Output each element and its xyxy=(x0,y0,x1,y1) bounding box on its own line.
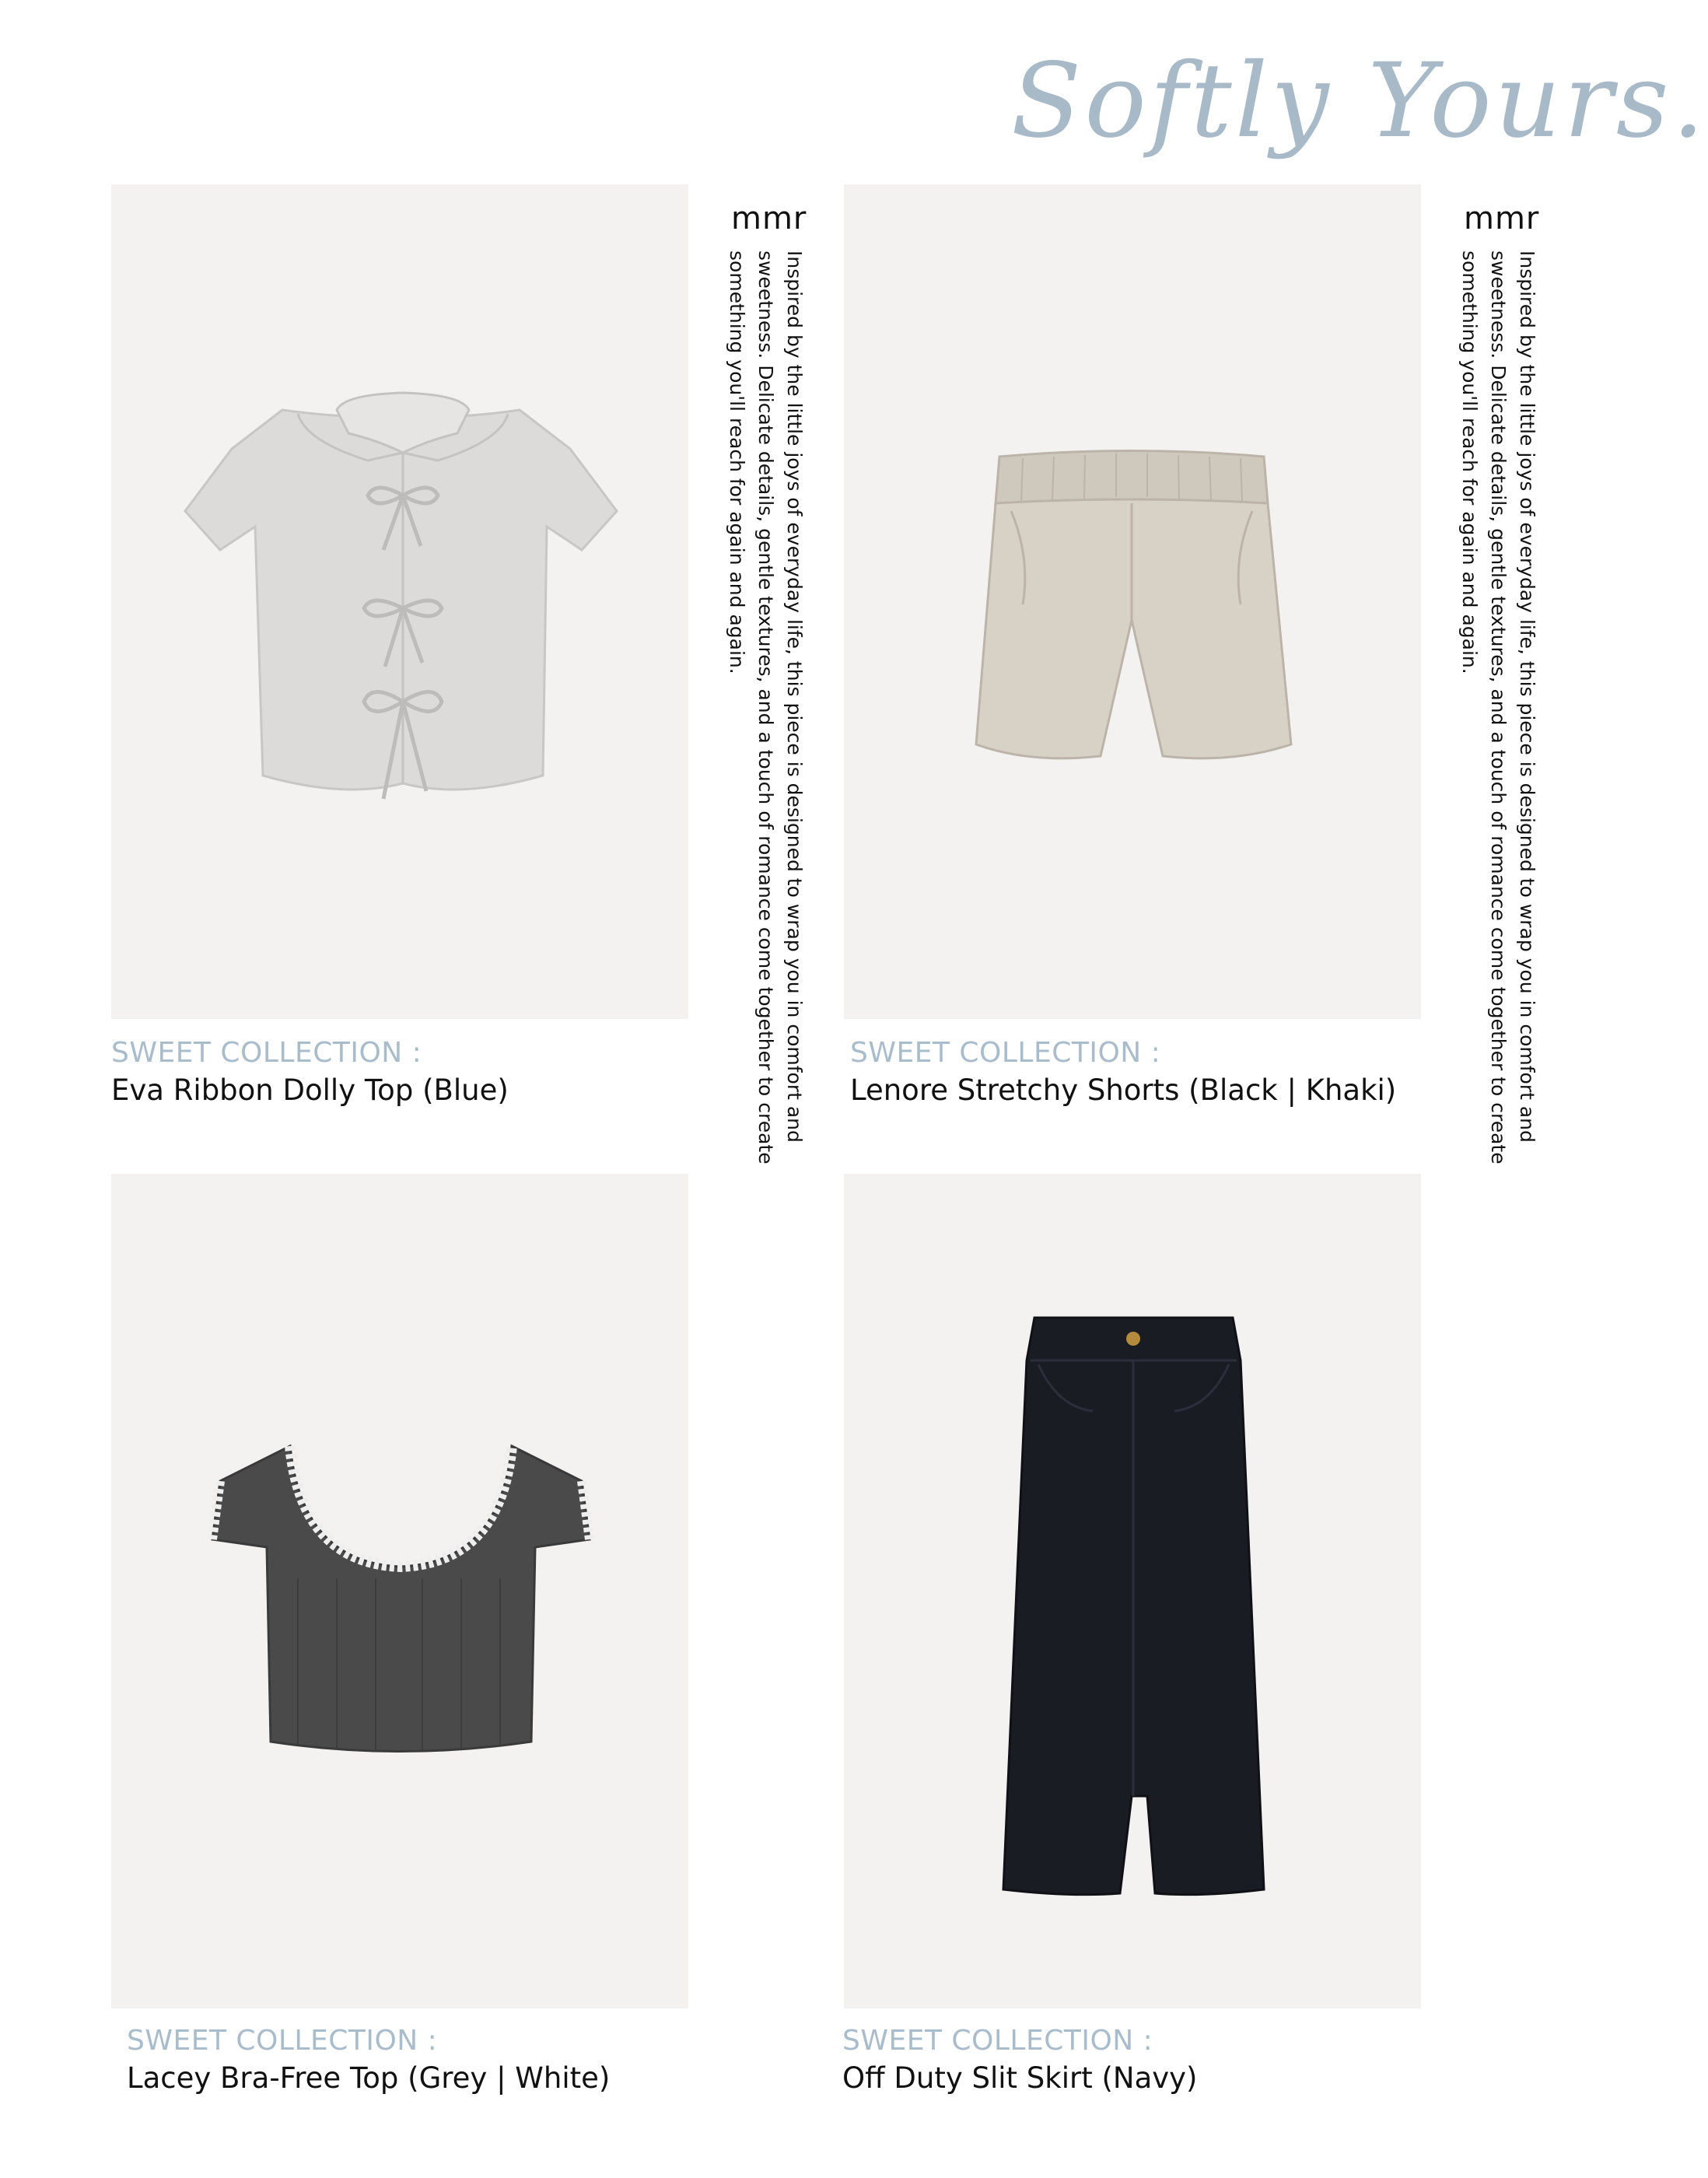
product-image-slit-skirt[interactable] xyxy=(844,1174,1421,2008)
ribbon-top-illustration xyxy=(111,184,688,1019)
product-image-lace-top[interactable] xyxy=(111,1174,688,2008)
collection-label: SWEET COLLECTION : xyxy=(127,2025,438,2057)
slit-skirt-illustration xyxy=(844,1174,1421,2008)
product-description: Inspired by the little joys of everyday life, this piece is designed to wrap you in comfort and sweetness. Delicate details, gentle textures, and a touch of romance come together to create something you'll reach for again and again. xyxy=(1458,250,1538,1164)
product-name[interactable]: Eva Ribbon Dolly Top (Blue) xyxy=(111,1073,509,1107)
lace-top-illustration xyxy=(111,1174,688,2008)
collection-label: SWEET COLLECTION : xyxy=(111,1037,422,1069)
product-description: Inspired by the little joys of everyday life, this piece is designed to wrap you in comfort and sweetness. Delicate details, gentle textures, and a touch of romance come together to create something you'll reach for again and again. xyxy=(726,250,806,1164)
product-name[interactable]: Lenore Stretchy Shorts (Black | Khaki) xyxy=(850,1073,1397,1107)
script-title: Softly Yours. xyxy=(1011,41,1708,161)
product-name[interactable]: Off Duty Slit Skirt (Navy) xyxy=(842,2061,1198,2095)
product-image-shorts[interactable] xyxy=(844,184,1421,1019)
collection-label: SWEET COLLECTION : xyxy=(850,1037,1161,1069)
shorts-illustration xyxy=(844,184,1421,1019)
brand-logo: mmr xyxy=(731,201,807,236)
product-image-ribbon-top[interactable] xyxy=(111,184,688,1019)
product-name[interactable]: Lacey Bra-Free Top (Grey | White) xyxy=(127,2061,611,2095)
collection-label: SWEET COLLECTION : xyxy=(842,2025,1153,2057)
brand-logo: mmr xyxy=(1464,201,1540,236)
